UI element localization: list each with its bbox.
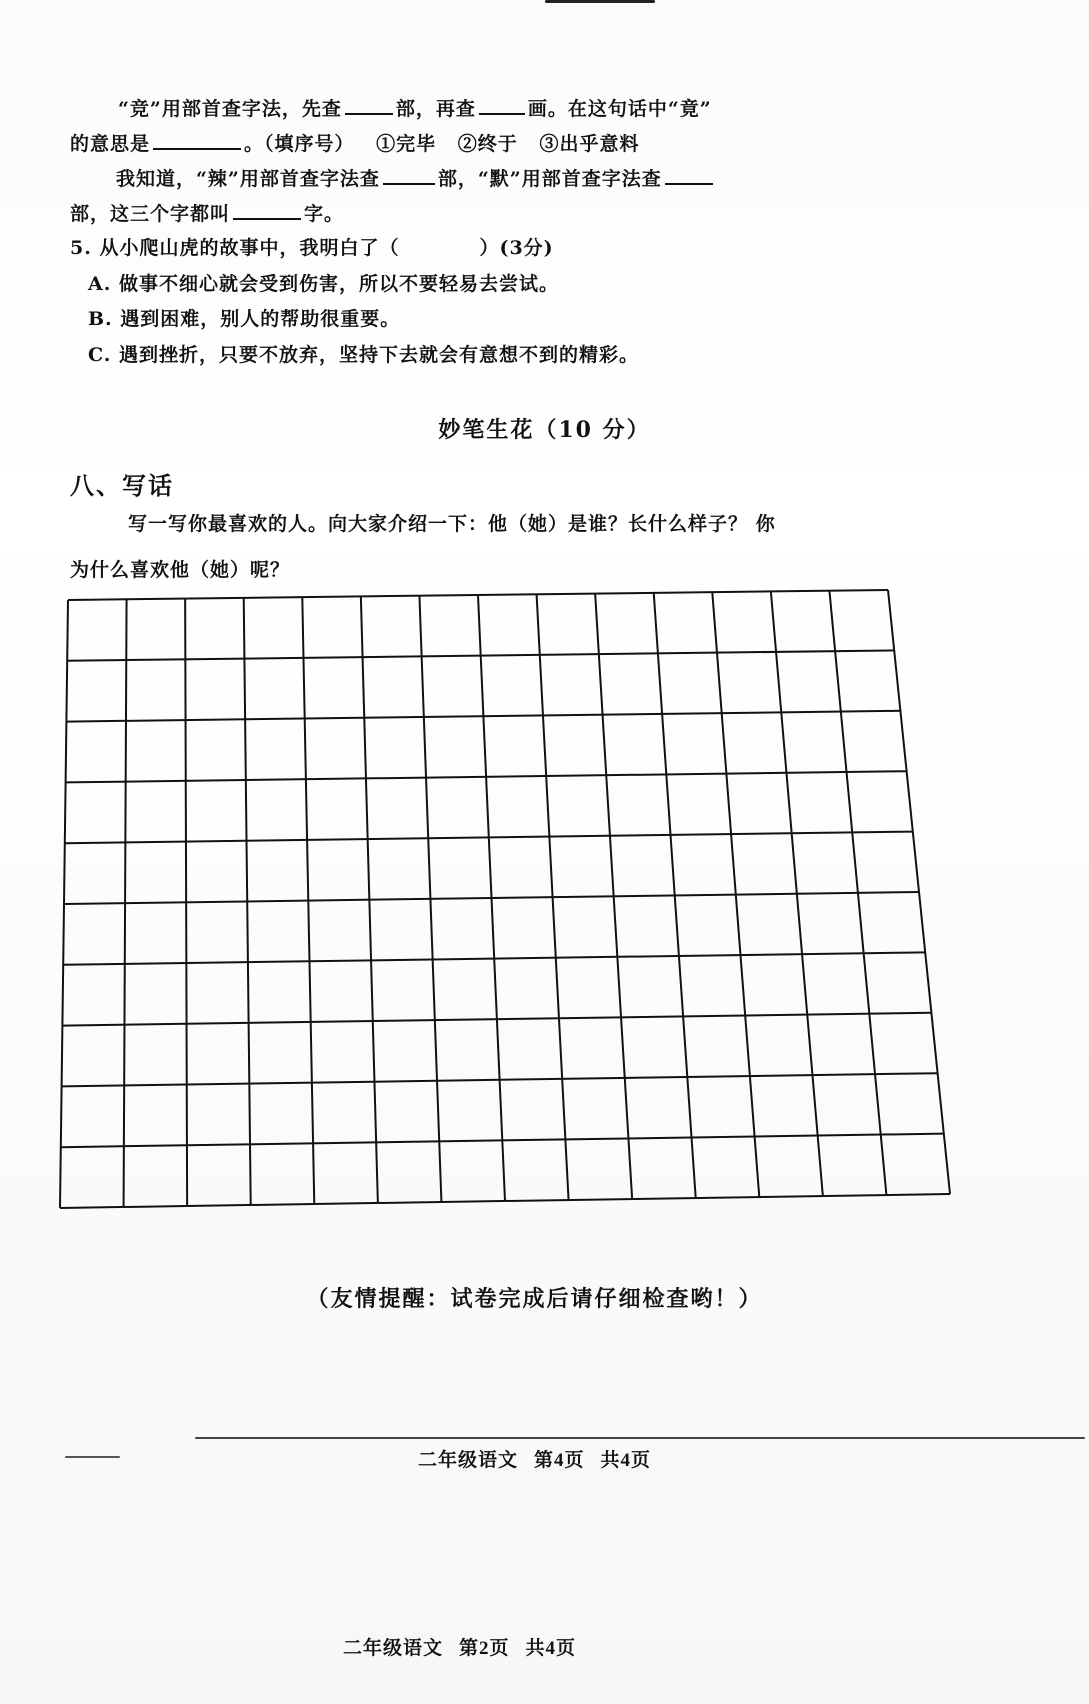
option-b[interactable]: B. 遇到困难，别人的帮助很重要。 xyxy=(88,308,401,330)
footer-page: 第2页 xyxy=(458,1638,510,1659)
option-3: ③出乎意料 xyxy=(539,133,640,155)
footer-total: 共4页 xyxy=(600,1450,652,1471)
text-segment: 我知道，“辣”用部首查字法查 xyxy=(116,168,380,190)
text-segment: “竞”用部首查字法，先查 xyxy=(118,98,342,120)
option-1: ①完毕 xyxy=(376,133,437,155)
text-segment: 画。在这句话中“竟” xyxy=(527,98,712,120)
footer-total: 共4页 xyxy=(525,1638,577,1659)
text-segment: 5. 从小爬山虎的故事中，我明白了（ xyxy=(70,237,400,259)
text-segment: 部，“默”用部首查字法查 xyxy=(437,168,662,190)
text-segment: ）(3分) xyxy=(479,237,554,259)
writing-prompt-line-2: 为什么喜欢他（她）呢？ xyxy=(70,559,291,581)
reminder-text: （友情提醒：试卷完成后请仔细检查哟！） xyxy=(306,1286,763,1312)
section-title: 妙笔生花（10 分） xyxy=(438,417,651,443)
option-c[interactable]: C. 遇到挫折，只要不放弃，坚持下去就会有意想不到的精彩。 xyxy=(88,344,640,366)
footer-grade: 二年级语文 xyxy=(342,1638,443,1659)
page-footer-bottom xyxy=(0,1633,1004,1660)
text-segment: 。（填序号） xyxy=(244,133,355,155)
writing-prompt-line-1: 写一写你最喜欢的人。向大家介绍一下：他（她）是谁？长什么样子？ 你 xyxy=(128,513,776,535)
text-segment: 部，再查 xyxy=(395,98,476,120)
writing-heading: 八、写话 xyxy=(70,471,174,500)
option-a[interactable]: A. 做事不细心就会受到伤害，所以不要轻易去尝试。 xyxy=(88,273,559,295)
text-segment: 的意思是 xyxy=(70,133,151,155)
option-2: ②终于 xyxy=(457,133,518,155)
text-segment: 部，这三个字都叫 xyxy=(70,203,231,225)
text-segment: 字。 xyxy=(304,203,345,225)
footer-grade: 二年级语文 xyxy=(417,1450,518,1471)
footer-page: 第4页 xyxy=(533,1450,585,1471)
page-footer-top xyxy=(0,1445,1079,1472)
